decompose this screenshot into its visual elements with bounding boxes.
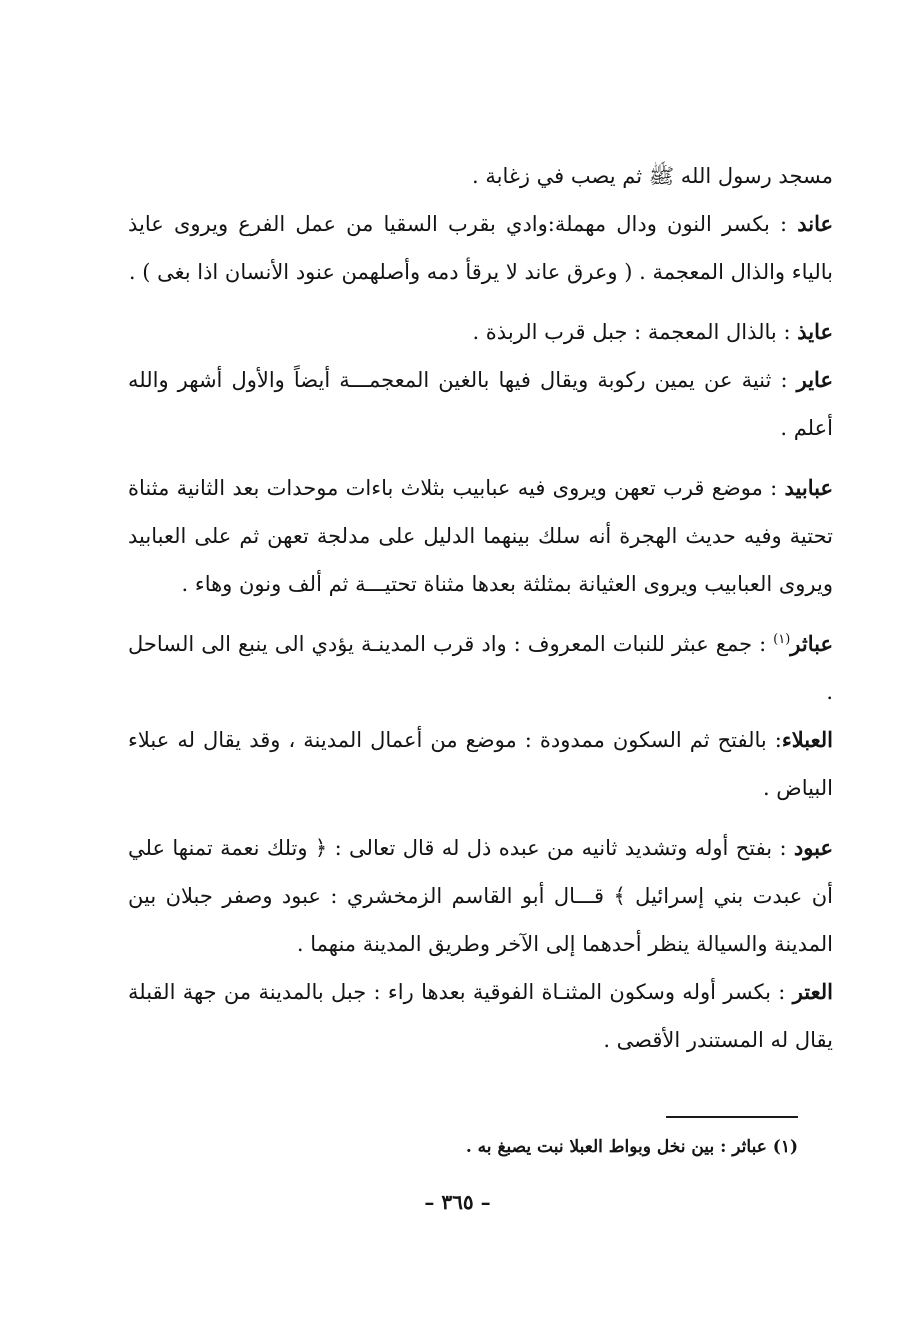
headword: العتر — [792, 979, 833, 1004]
headword: العبلاء — [781, 727, 833, 752]
paragraph-continuation — [128, 152, 833, 200]
paragraph-text: مسجد رسول الله ﷺ ثم يصب في زغابة . — [472, 164, 833, 188]
entry-text: : ثنية عن يمين ركوبة ويقال فيها بالغين المعجمـــة أيضاً والأول أشهر والله أعلم . — [128, 368, 833, 440]
entry-text: : بالذال المعجمة : جبل قرب الربذة . — [472, 320, 798, 344]
entry-text: : جمع عبثر للنبات المعروف : واد قرب المدينـة يؤدي الى ينبع الى الساحل . — [128, 632, 833, 704]
headword: عاير — [796, 367, 833, 392]
headword: عاند — [797, 211, 833, 236]
headword: عبابيد — [784, 475, 833, 500]
footnote: (١) عباثر : بين نخل وبواط العبلا نبت يصبغ به . — [465, 1137, 798, 1157]
entry-text: : بكسر أوله وسكون المثنـاة الفوقية بعدها راء : جبل بالمدينة من جهة القبلة يقال له المستندر الأقصى . — [128, 980, 833, 1052]
page-number: – ٣٦٥ – — [424, 1190, 491, 1214]
entry-aayir — [128, 356, 833, 452]
headword: عباثر — [790, 631, 833, 656]
entry-text: : بالفتح ثم السكون ممدودة : موضع من أعمال المدينة ، وقد يقال له عبلاء البياض . — [128, 728, 833, 800]
entry-abaabeed — [128, 464, 833, 608]
entry-abbood — [128, 824, 833, 968]
footnote-separator — [666, 1116, 798, 1118]
entry-text: : موضع قرب تعهن ويروى فيه عبابيب بثلاث باءات موحدات بعد الثانية مثناة تحتية وفيه حديث الهجرة أنه سلك بينهما الدليل على مدلجة تعهن ثم على العبابيد ويروى العبابيب ويروى العثيانة بمثلثة بعدها مثناة تحتيـــة ثم ألف ونون وهاء . — [128, 476, 833, 596]
entry-al-ablaa — [128, 716, 833, 812]
headword: عبود — [793, 835, 833, 860]
headword: عايذ — [797, 319, 833, 344]
entry-aayidh — [128, 308, 833, 356]
entry-text: : بكسر النون ودال مهملة:وادي بقرب السقيا من عمل الفرع ويروى عايذ بالياء والذال المعجمة . ( وعرق عاند لا يرقأ دمه وأصلهمن عنود الأنسان اذا بغى ) . — [128, 212, 833, 284]
entry-abaathir — [128, 620, 833, 716]
entry-text: : بفتح أوله وتشديد ثانيه من عبده ذل له قال تعالى : ﴿ وتلك نعمة تمنها علي أن عبدت بني إسرائيل ﴾ قـــال أبو القاسم الزمخشري : عبود وصفر جبلان بين المدينة والسيالة ينظر أحدهما إلى الآخر وطريق المدينة منهما . — [128, 836, 833, 956]
footnote-reference: (١) — [773, 632, 791, 647]
entry-aanid — [128, 200, 833, 296]
entry-al-itr — [128, 968, 833, 1064]
main-text — [128, 152, 833, 1064]
